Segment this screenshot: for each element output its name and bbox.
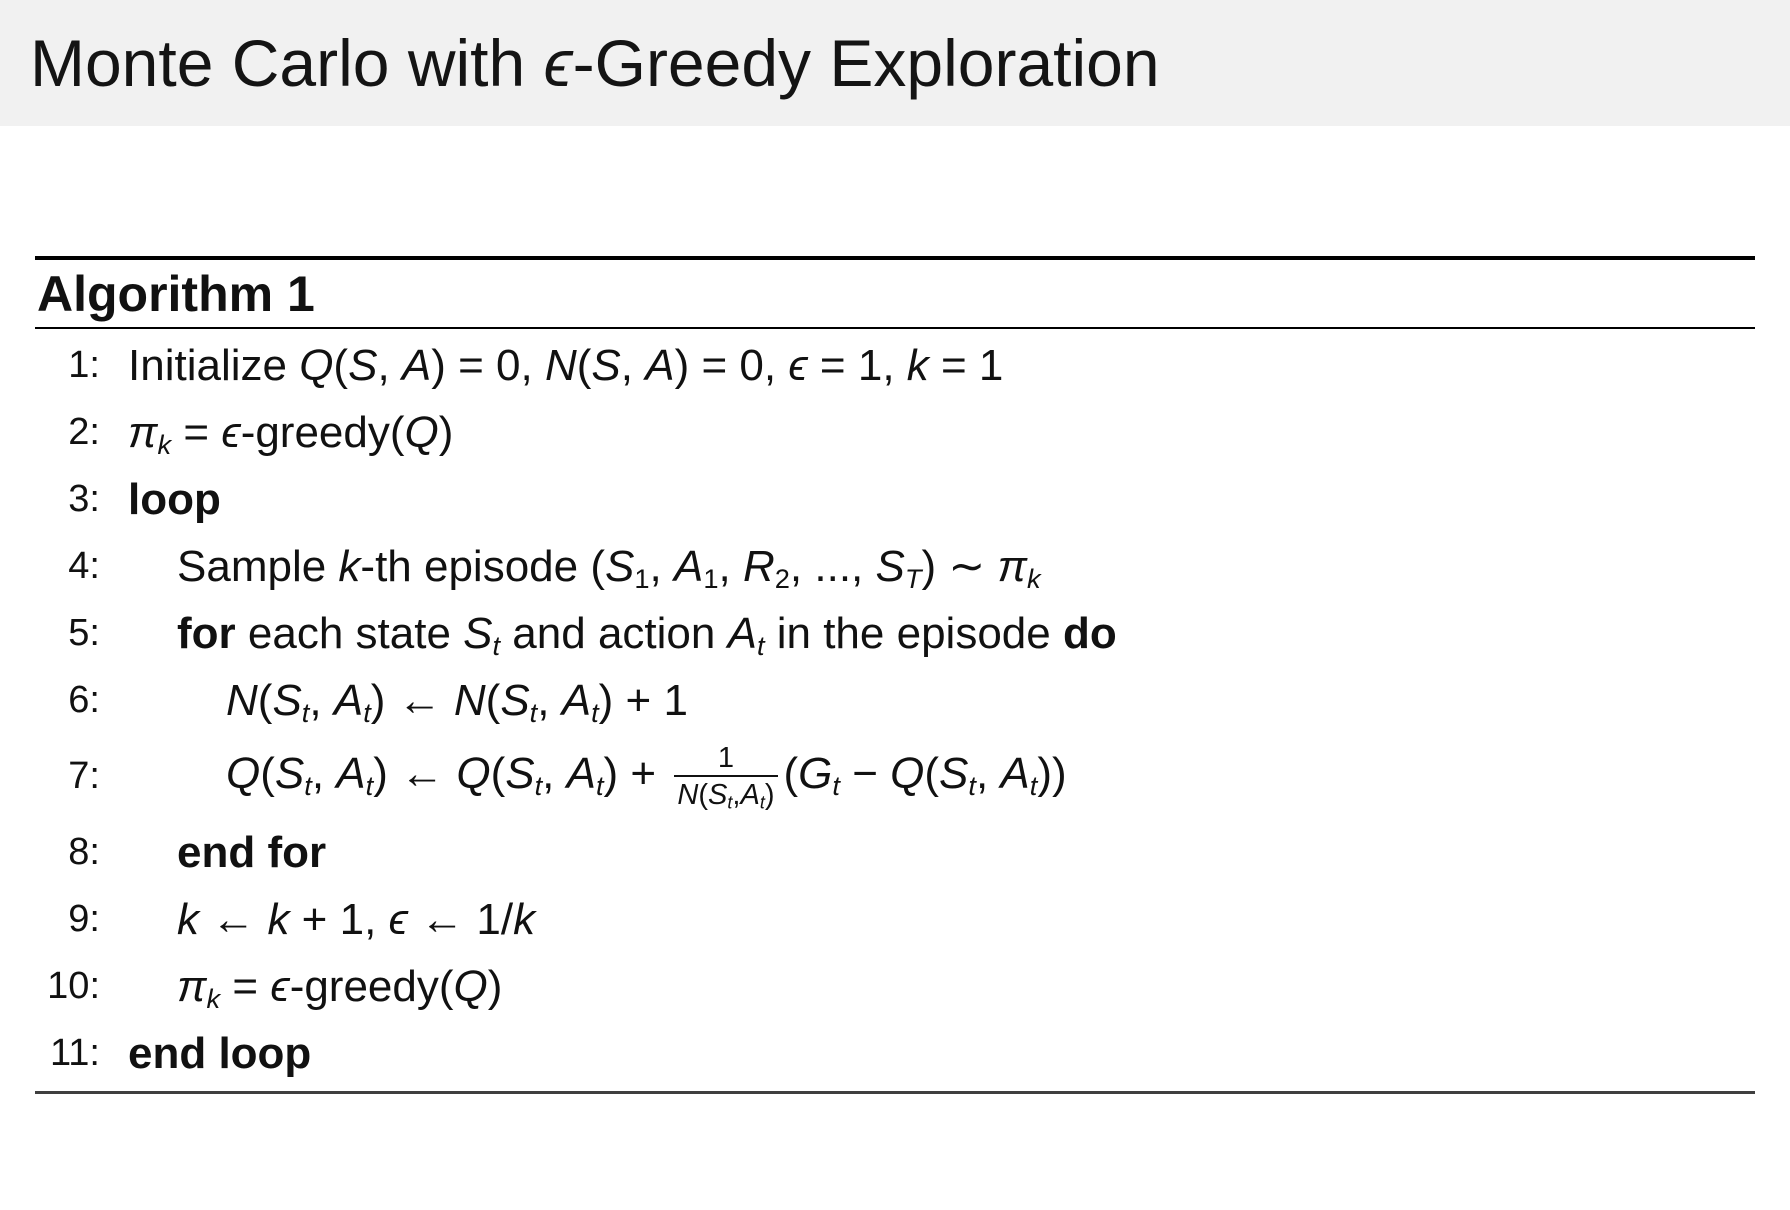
line-number: 3:	[68, 478, 100, 520]
algorithm-line-7	[35, 734, 1755, 819]
line-number: 5:	[68, 612, 100, 654]
line-content: loop	[128, 474, 221, 524]
line-number: 9:	[68, 898, 100, 940]
algorithm-line-9	[35, 886, 1755, 953]
algorithm-line-1	[35, 332, 1755, 399]
line-content: end for	[177, 827, 327, 877]
line-content: $N(S_t$, $A_t$) ← $N(S_t$, $A_t) + 1$	[226, 675, 688, 728]
line-number: 8:	[68, 831, 100, 873]
line-number: 10:	[47, 965, 100, 1007]
slide-header-band	[0, 0, 1790, 126]
line-number: 7:	[68, 755, 100, 797]
algorithm-block	[35, 256, 1755, 1094]
algorithm-line-8	[35, 819, 1755, 886]
line-number: 6:	[68, 679, 100, 721]
page-title: Monte Carlo with ϵ-Greedy Exploration	[30, 26, 1160, 100]
algorithm-bottom-rule	[35, 1091, 1755, 1094]
line-number: 11:	[49, 1032, 100, 1074]
algorithm-line-5	[35, 600, 1755, 667]
line-number: 4:	[68, 545, 100, 587]
algorithm-line-11	[35, 1020, 1755, 1087]
algorithm-caption: Algorithm 1	[37, 265, 315, 322]
algorithm-line-10	[35, 953, 1755, 1020]
line-content: Sample k-th episode ($S_1$, $A_1$, $R_2$, ..., $S_T$) ∼ $\pi_k$	[177, 542, 1041, 594]
line-number: 1:	[68, 344, 100, 386]
line-content: k ← k + 1, ϵ ← 1/k	[177, 894, 536, 944]
line-content: $\pi_k$ = ϵ-greedy(Q)	[177, 961, 503, 1014]
algorithm-lines	[35, 329, 1755, 1087]
line-content: $\pi_k$ = ϵ-greedy(Q)	[128, 407, 454, 460]
line-content: Initialize Q(S, A) = 0, N(S, A) = 0, ϵ = 1, k = 1	[128, 340, 1004, 390]
line-content: for each state $S_t$ and action $A_t$ in the episode do	[177, 608, 1117, 661]
algorithm-caption-row	[35, 260, 1755, 327]
line-number: 2:	[68, 411, 100, 453]
algorithm-line-4	[35, 533, 1755, 600]
algorithm-line-3	[35, 466, 1755, 533]
algorithm-line-6	[35, 667, 1755, 734]
algorithm-line-2	[35, 399, 1755, 466]
line-content: end loop	[128, 1028, 312, 1078]
line-content: $Q(S_t$, $A_t$) ← $Q(S_t$, $A_t$) + $\frac{1}{N(S_t,A_t)}$ ($G_t - Q(S_t$, $A_t$))	[226, 742, 1067, 812]
